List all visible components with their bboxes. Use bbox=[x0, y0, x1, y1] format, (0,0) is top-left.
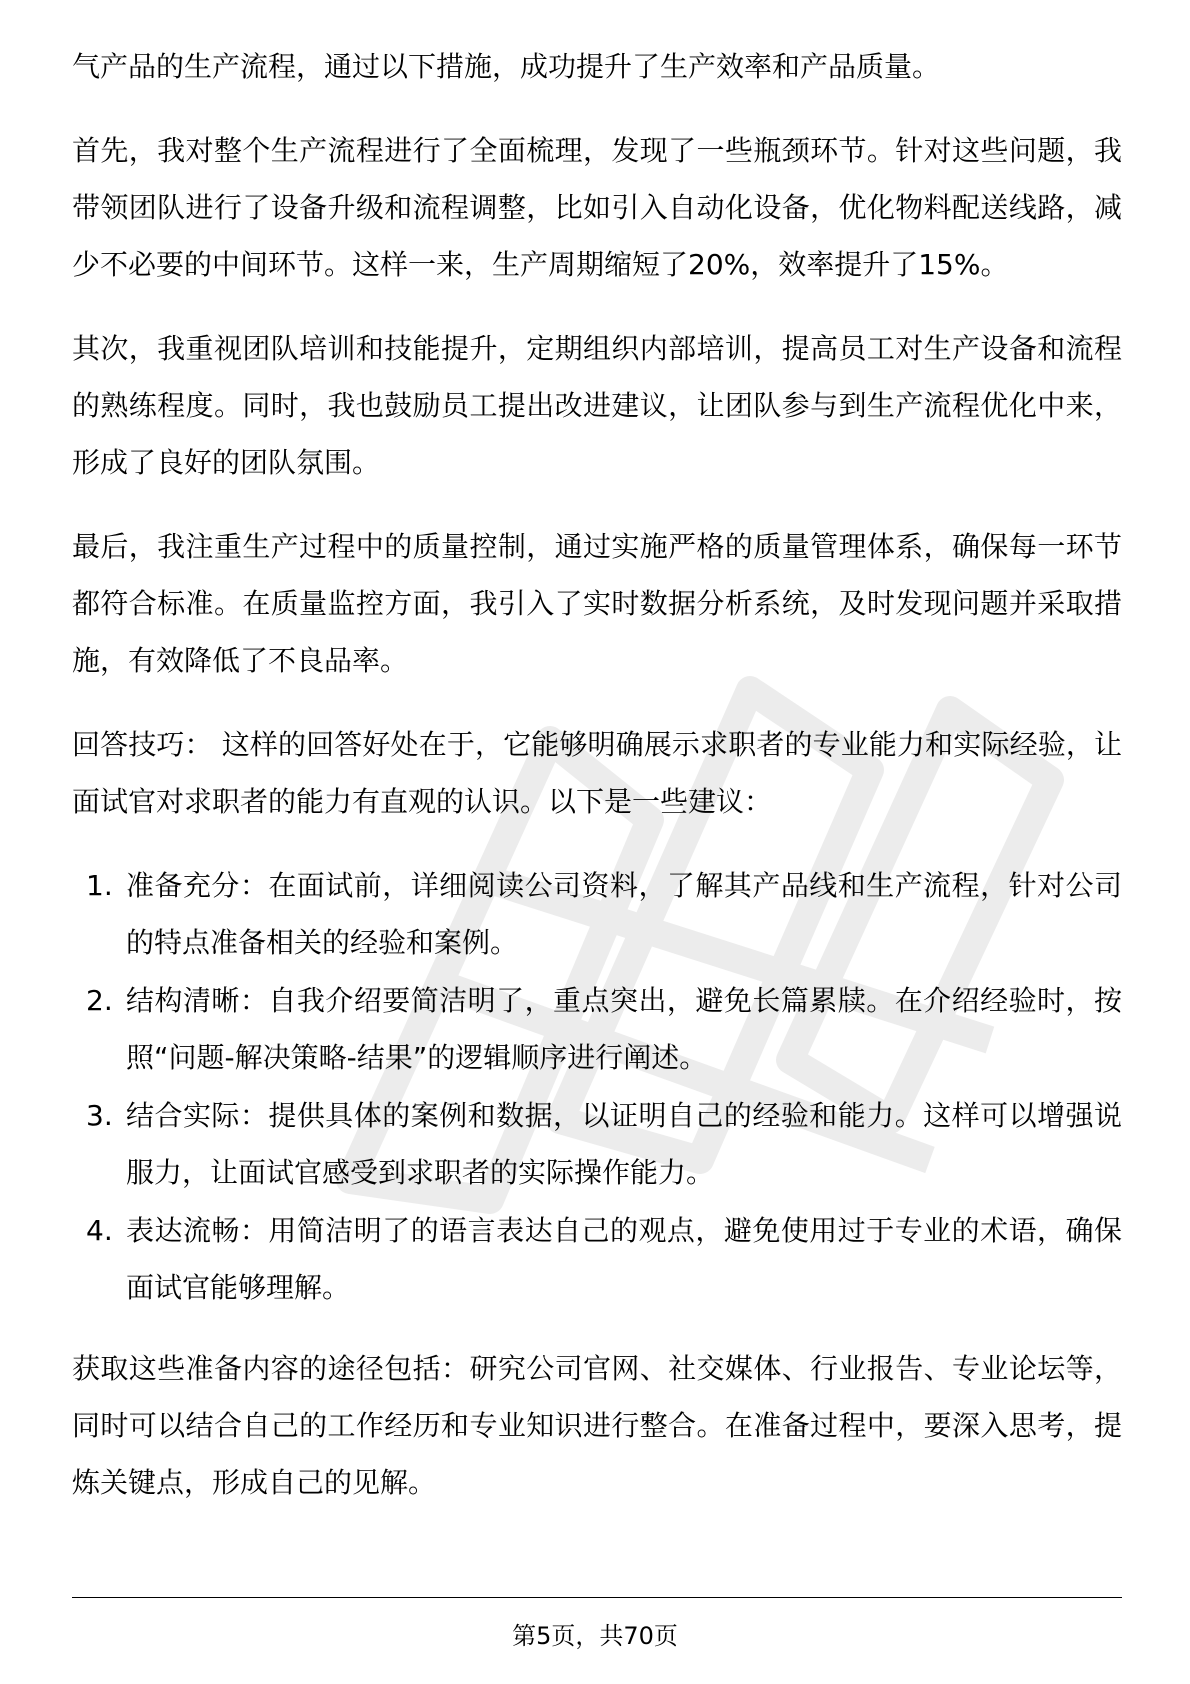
list-item bbox=[72, 972, 1122, 1086]
list-item-number: 2. bbox=[86, 984, 113, 1017]
list-item-text: 准备充分：在面试前，详细阅读公司资料，了解其产品线和生产流程，针对公司的特点准备相关的经验和案例。 bbox=[126, 869, 1122, 959]
page-number: 第5页，共70页 bbox=[512, 1622, 678, 1650]
paragraph-second: 其次，我重视团队培训和技能提升，定期组织内部培训，提高员工对生产设备和流程的熟练程度。同时，我也鼓励员工提出改进建议，让团队参与到生产流程优化中来，形成了良好的团队氛围。 bbox=[72, 332, 1122, 479]
list-item-number: 3. bbox=[86, 1099, 113, 1132]
paragraph-intro: 气产品的生产流程，通过以下措施，成功提升了生产效率和产品质量。 bbox=[72, 50, 941, 83]
list-item-text: 表达流畅：用简洁明了的语言表达自己的观点，避免使用过于专业的术语，确保面试官能够理解。 bbox=[126, 1214, 1122, 1304]
paragraph-closing: 获取这些准备内容的途径包括：研究公司官网、社交媒体、行业报告、专业论坛等，同时可以结合自己的工作经历和专业知识进行整合。在准备过程中，要深入思考，提炼关键点，形成自己的见解。 bbox=[72, 1352, 1122, 1499]
list-item bbox=[72, 857, 1122, 971]
tips-list bbox=[72, 857, 1122, 1316]
list-item-text: 结合实际：提供具体的案例和数据，以证明自己的经验和能力。这样可以增强说服力，让面试官感受到求职者的实际操作能力。 bbox=[126, 1099, 1122, 1189]
document-body bbox=[72, 38, 1122, 1538]
list-item-text: 结构清晰：自我介绍要简洁明了，重点突出，避免长篇累牍。在介绍经验时，按照“问题-解决策略-结果”的逻辑顺序进行阐述。 bbox=[126, 984, 1122, 1074]
paragraph-answer-tips: 回答技巧： 这样的回答好处在于，它能够明确展示求职者的专业能力和实际经验，让面试官对求职者的能力有直观的认识。以下是一些建议： bbox=[72, 728, 1122, 818]
list-item-number: 4. bbox=[86, 1214, 113, 1247]
paragraph-first: 首先，我对整个生产流程进行了全面梳理，发现了一些瓶颈环节。针对这些问题，我带领团队进行了设备升级和流程调整，比如引入自动化设备，优化物料配送线路，减少不必要的中间环节。这样一来，生产周期缩短了20%，效率提升了15%。 bbox=[72, 134, 1122, 281]
list-item-number: 1. bbox=[86, 869, 113, 902]
paragraph-last: 最后，我注重生产过程中的质量控制，通过实施严格的质量管理体系，确保每一环节都符合标准。在质量监控方面，我引入了实时数据分析系统，及时发现问题并采取措施，有效降低了不良品率。 bbox=[72, 530, 1122, 677]
footer-divider bbox=[72, 1597, 1122, 1598]
list-item bbox=[72, 1087, 1122, 1201]
list-item bbox=[72, 1202, 1122, 1316]
